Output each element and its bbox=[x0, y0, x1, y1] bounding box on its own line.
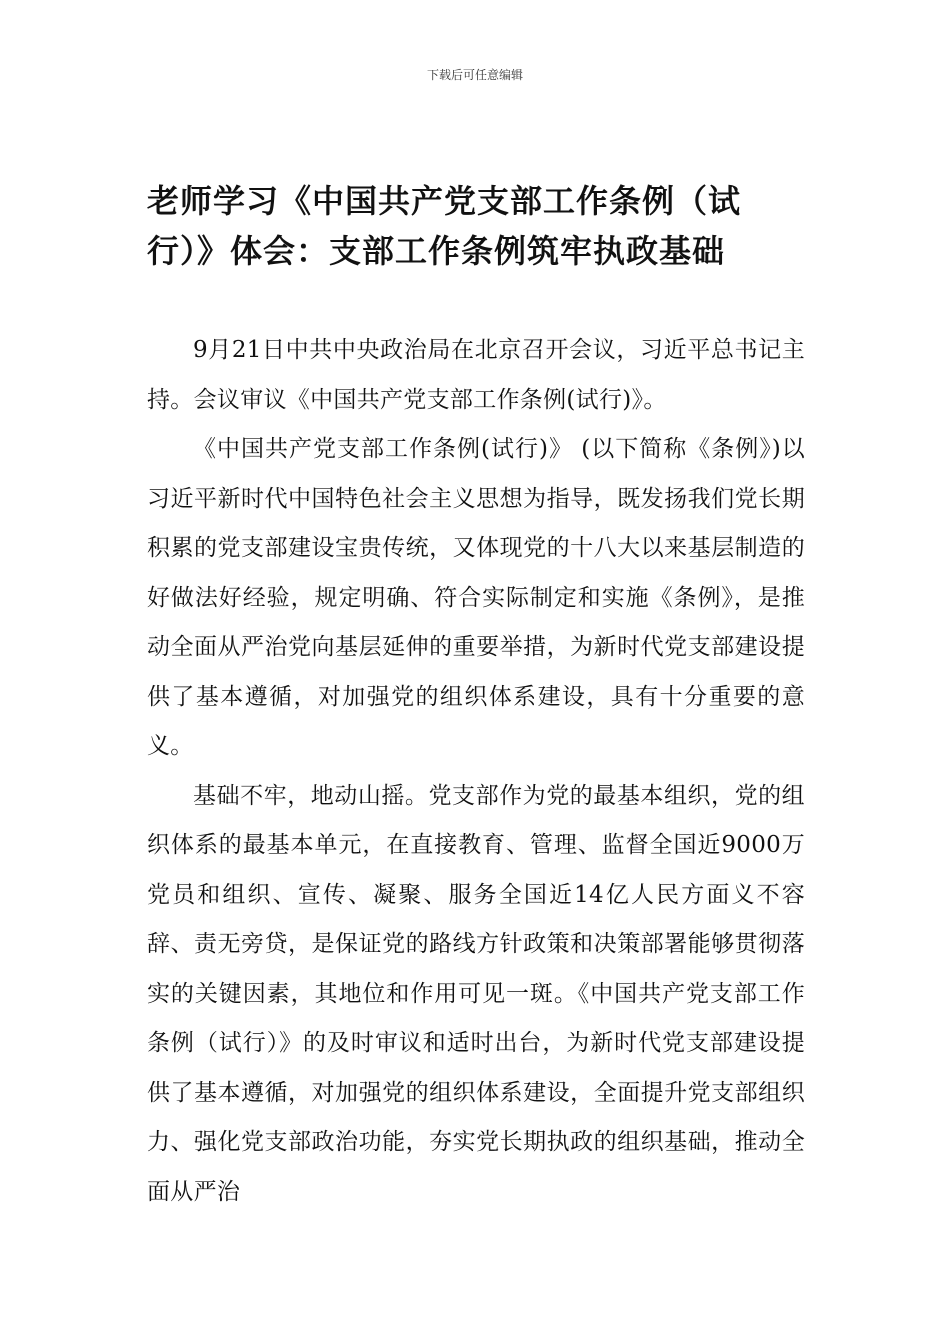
paragraph-1: 9月21日中共中央政治局在北京召开会议，习近平总书记主持。会议审议《中国共产党支部工作条例(试行)》。 bbox=[147, 337, 805, 413]
document-title: 老师学习《中国共产党支部工作条例（试行）》体会：支部工作条例筑牢执政基础 bbox=[147, 182, 742, 270]
page-header: 下载后可任意编辑 bbox=[426, 68, 523, 82]
paragraph-3: 基础不牢，地动山摇。党支部作为党的最基本组织，党的组织体系的最基本单元，在直接教育、管理、监督全国近9000万党员和组织、宣传、凝聚、服务全国近14亿人民方面义不容辞、责无旁贷，是保证党的路线方针政策和决策部署能够贯彻落实的关键因素，其地位和作用可见一斑。《中国共产党支部工作条例（试行）》的及时审议和适时出台，为新时代党支部建设提供了基本遵循，对加强党的组织体系建设，全面提升党支部组织力、强化党支部政治功能，夯实党长期执政的组织基础，推动全面从严治 bbox=[147, 782, 805, 1205]
document-body bbox=[147, 326, 805, 1217]
paragraph-2: 《中国共产党支部工作条例(试行)》 (以下简称《条例》)以习近平新时代中国特色社会主义思想为指导，既发扬我们党长期积累的党支部建设宝贵传统，又体现党的十八大以来基层制造的好做法好经验，规定明确、符合实际制定和实施《条例》，是推动全面从严治党向基层延伸的重要举措，为新时代党支部建设提供了基本遵循，对加强党的组织体系建设，具有十分重要的意义。 bbox=[147, 436, 805, 759]
